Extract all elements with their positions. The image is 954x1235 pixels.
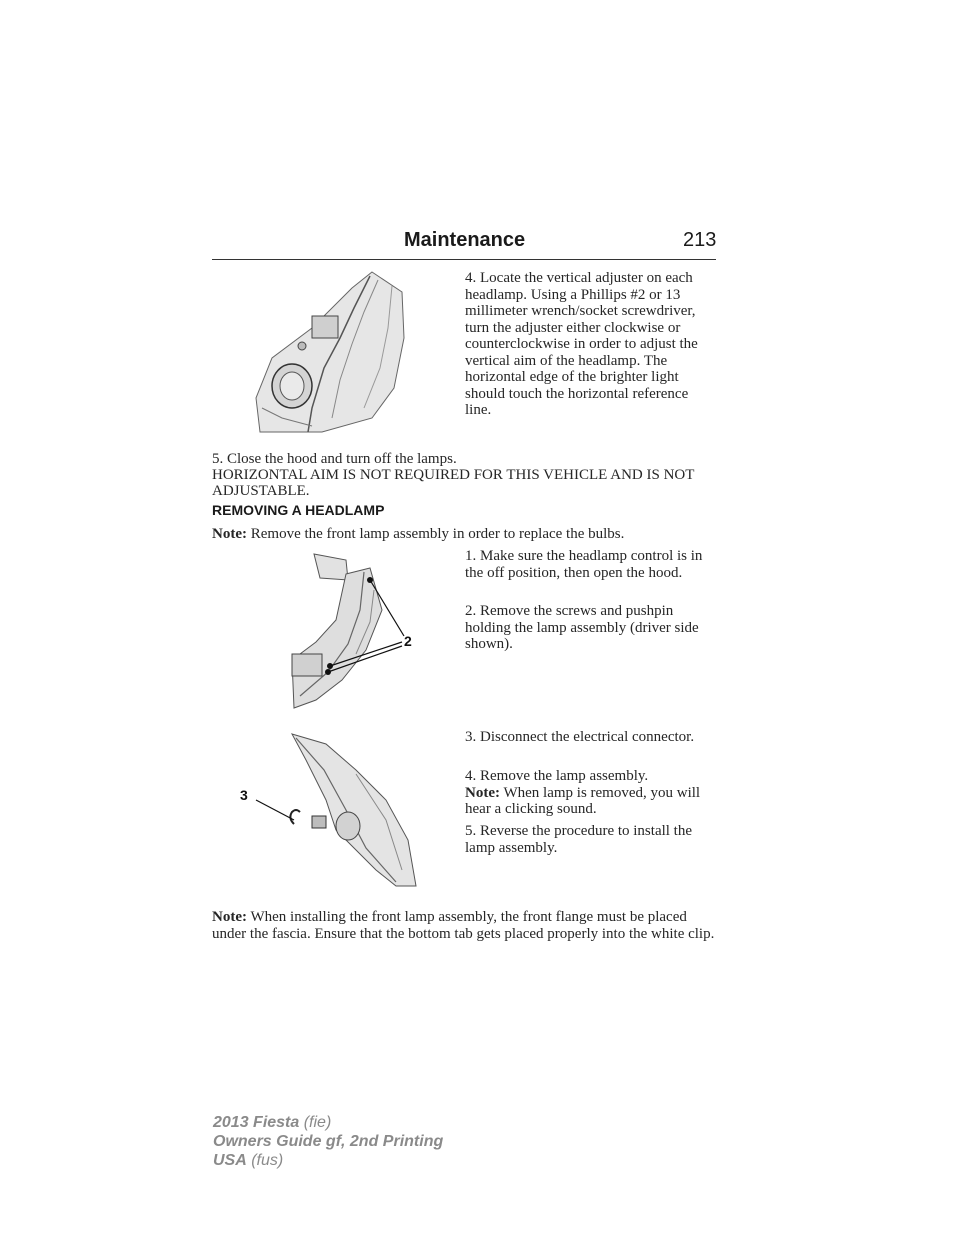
footer-model: 2013 Fiesta xyxy=(213,1114,300,1131)
note-remove-lamp-assembly xyxy=(212,526,717,543)
headlamp-adjuster-illustration xyxy=(252,268,408,434)
removal-step-4 xyxy=(465,768,717,818)
footer-line-2 xyxy=(213,1132,443,1151)
page-section-title: Maintenance xyxy=(404,229,526,251)
footer-guide: Owners Guide gf, 2nd Printing xyxy=(213,1133,444,1150)
footer-market-code: (fus) xyxy=(246,1152,284,1169)
callout-2: 2 xyxy=(404,633,412,649)
step-4-adjust-vertical-aim: 4. Locate the vertical adjuster on each headlamp. Using a Phillips #2 or 13 millimeter wrench/socket screwdriver, turn the adjuster either clockwise or counterclockwise in order to adjust the vertical aim of the headlamp. The horizontal edge of the brighter light should touch the horizontal reference line. xyxy=(465,270,698,418)
callout-3: 3 xyxy=(240,787,248,803)
removal-step-5: 5. Reverse the procedure to install the lamp assembly. xyxy=(465,823,693,856)
electrical-connector-illustration xyxy=(236,730,420,890)
removal-step-3: 3. Disconnect the electrical connector. xyxy=(465,729,695,745)
note-label: Note: xyxy=(212,526,247,542)
note-label: Note: xyxy=(465,784,500,801)
note-text: When lamp is removed, you will hear a clicking sound. xyxy=(465,784,701,817)
note-label: Note: xyxy=(212,909,247,925)
page-number: 213 xyxy=(683,229,717,251)
footer-line-3 xyxy=(213,1151,283,1170)
removal-step-1: 1. Make sure the headlamp control is in the off position, then open the hood. xyxy=(465,548,703,581)
section-heading-removing-headlamp: REMOVING A HEADLAMP xyxy=(212,502,385,518)
removal-step-4-text: 4. Remove the lamp assembly. xyxy=(465,768,649,784)
note-install-front-lamp xyxy=(212,909,717,942)
removal-step-2: 2. Remove the screws and pushpin holding the lamp assembly (driver side shown). xyxy=(465,603,699,652)
header-divider xyxy=(212,259,716,260)
lamp-screws-illustration xyxy=(286,550,422,710)
note-text: Remove the front lamp assembly in order to replace the bulbs. xyxy=(246,526,625,542)
horizontal-aim-notice: HORIZONTAL AIM IS NOT REQUIRED FOR THIS VEHICLE AND IS NOT ADJUSTABLE. xyxy=(212,467,695,499)
step-5-close-hood: 5. Close the hood and turn off the lamps. xyxy=(212,451,457,467)
footer-line-1 xyxy=(213,1113,331,1132)
note-text: When installing the front lamp assembly, the front flange must be placed under the fascia. Ensure that the bottom tab gets placed properly into the white clip. xyxy=(212,909,715,942)
footer-market: USA xyxy=(213,1152,247,1169)
footer-model-code: (fie) xyxy=(299,1114,332,1131)
